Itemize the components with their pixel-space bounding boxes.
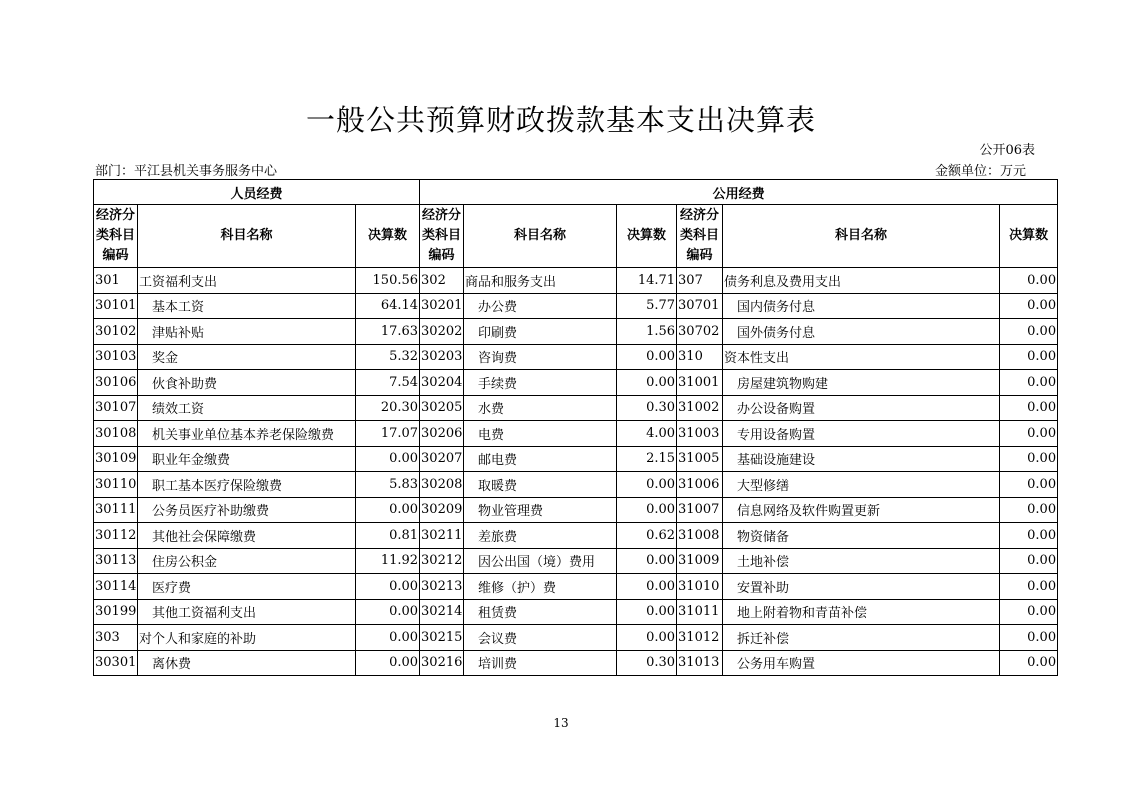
- amount-cell: 0.00: [1000, 599, 1058, 625]
- table-row: [94, 548, 1058, 574]
- code-cell: 30199: [94, 599, 138, 625]
- name-cell: 差旅费: [464, 523, 617, 549]
- amount-cell: 1.56: [617, 319, 677, 345]
- code-cell: 30209: [420, 497, 464, 523]
- name-cell: 安置补助: [723, 574, 1000, 600]
- amount-cell: 0.00: [356, 650, 420, 676]
- name-cell: 印刷费: [464, 319, 617, 345]
- code-cell: 310: [677, 344, 723, 370]
- amount-cell: 0.00: [356, 574, 420, 600]
- code-cell: 30114: [94, 574, 138, 600]
- code-cell: 30106: [94, 370, 138, 396]
- name-cell: 物业管理费: [464, 497, 617, 523]
- amount-cell: 0.00: [1000, 523, 1058, 549]
- name-column-header: 科目名称: [464, 205, 617, 268]
- code-cell: 30110: [94, 472, 138, 498]
- amount-column-header: 决算数: [356, 205, 420, 268]
- amount-cell: 0.00: [617, 599, 677, 625]
- code-cell: 30103: [94, 344, 138, 370]
- name-cell: 信息网络及软件购置更新: [723, 497, 1000, 523]
- amount-column-header: 决算数: [617, 205, 677, 268]
- name-cell: 工资福利支出: [138, 268, 356, 294]
- name-cell: 办公费: [464, 293, 617, 319]
- code-cell: 30206: [420, 421, 464, 447]
- amount-cell: 0.00: [1000, 548, 1058, 574]
- code-cell: 30702: [677, 319, 723, 345]
- amount-cell: 0.00: [1000, 446, 1058, 472]
- amount-cell: 0.00: [1000, 370, 1058, 396]
- code-cell: 30112: [94, 523, 138, 549]
- table-row: [94, 574, 1058, 600]
- name-cell: 职业年金缴费: [138, 446, 356, 472]
- name-cell: 医疗费: [138, 574, 356, 600]
- department-label: 部门：平江县机关事务服务中心: [95, 164, 278, 179]
- amount-cell: 20.30: [356, 395, 420, 421]
- code-cell: 30211: [420, 523, 464, 549]
- code-cell: 30108: [94, 421, 138, 447]
- amount-cell: 0.00: [356, 625, 420, 651]
- name-cell: 其他工资福利支出: [138, 599, 356, 625]
- amount-cell: 0.00: [1000, 574, 1058, 600]
- amount-cell: 0.00: [1000, 497, 1058, 523]
- amount-cell: 0.30: [617, 650, 677, 676]
- code-cell: 30205: [420, 395, 464, 421]
- name-cell: 大型修缮: [723, 472, 1000, 498]
- amount-cell: 0.00: [1000, 625, 1058, 651]
- amount-cell: 0.00: [617, 625, 677, 651]
- code-cell: 30301: [94, 650, 138, 676]
- name-cell: 会议费: [464, 625, 617, 651]
- amount-cell: 0.00: [1000, 472, 1058, 498]
- amount-column-header: 决算数: [1000, 205, 1058, 268]
- name-cell: 电费: [464, 421, 617, 447]
- code-cell: 30109: [94, 446, 138, 472]
- name-column-header: 科目名称: [723, 205, 1000, 268]
- name-cell: 国外债务付息: [723, 319, 1000, 345]
- table-row: [94, 370, 1058, 396]
- code-cell: 30102: [94, 319, 138, 345]
- amount-cell: 0.00: [1000, 395, 1058, 421]
- code-cell: 307: [677, 268, 723, 294]
- amount-cell: 0.00: [617, 472, 677, 498]
- table-row: [94, 446, 1058, 472]
- table-row: [94, 497, 1058, 523]
- amount-cell: 0.00: [1000, 650, 1058, 676]
- name-cell: 离休费: [138, 650, 356, 676]
- amount-cell: 0.81: [356, 523, 420, 549]
- code-cell: 30215: [420, 625, 464, 651]
- name-cell: 租赁费: [464, 599, 617, 625]
- name-cell: 咨询费: [464, 344, 617, 370]
- code-column-header: 经济分类科目编码: [420, 205, 464, 268]
- name-cell: 住房公积金: [138, 548, 356, 574]
- name-cell: 其他社会保障缴费: [138, 523, 356, 549]
- amount-cell: 0.00: [617, 574, 677, 600]
- code-cell: 30216: [420, 650, 464, 676]
- code-cell: 31002: [677, 395, 723, 421]
- table-row: [94, 472, 1058, 498]
- name-cell: 伙食补助费: [138, 370, 356, 396]
- name-cell: 基础设施建设: [723, 446, 1000, 472]
- code-cell: 31010: [677, 574, 723, 600]
- code-cell: 30101: [94, 293, 138, 319]
- name-cell: 商品和服务支出: [464, 268, 617, 294]
- name-cell: 专用设备购置: [723, 421, 1000, 447]
- code-cell: 30701: [677, 293, 723, 319]
- name-cell: 维修（护）费: [464, 574, 617, 600]
- name-cell: 公务员医疗补助缴费: [138, 497, 356, 523]
- amount-cell: 0.00: [1000, 421, 1058, 447]
- code-cell: 30204: [420, 370, 464, 396]
- amount-cell: 150.56: [356, 268, 420, 294]
- amount-cell: 5.32: [356, 344, 420, 370]
- code-cell: 302: [420, 268, 464, 294]
- table-row: [94, 421, 1058, 447]
- code-column-header: 经济分类科目编码: [677, 205, 723, 268]
- name-cell: 绩效工资: [138, 395, 356, 421]
- name-cell: 房屋建筑物购建: [723, 370, 1000, 396]
- page-title: 一般公共预算财政拨款基本支出决算表: [305, 103, 816, 137]
- table-row: [94, 268, 1058, 294]
- amount-cell: 0.00: [617, 548, 677, 574]
- code-cell: 31011: [677, 599, 723, 625]
- amount-cell: 0.62: [617, 523, 677, 549]
- table-row: [94, 344, 1058, 370]
- code-cell: 30212: [420, 548, 464, 574]
- amount-cell: 0.00: [617, 497, 677, 523]
- name-cell: 基本工资: [138, 293, 356, 319]
- amount-cell: 7.54: [356, 370, 420, 396]
- table-row: [94, 395, 1058, 421]
- table-row: [94, 523, 1058, 549]
- amount-cell: 0.00: [356, 446, 420, 472]
- amount-cell: 0.00: [1000, 344, 1058, 370]
- code-cell: 30202: [420, 319, 464, 345]
- name-cell: 奖金: [138, 344, 356, 370]
- name-cell: 拆迁补偿: [723, 625, 1000, 651]
- amount-cell: 14.71: [617, 268, 677, 294]
- code-cell: 303: [94, 625, 138, 651]
- name-cell: 培训费: [464, 650, 617, 676]
- amount-cell: 11.92: [356, 548, 420, 574]
- amount-cell: 0.00: [1000, 268, 1058, 294]
- name-cell: 邮电费: [464, 446, 617, 472]
- name-cell: 办公设备购置: [723, 395, 1000, 421]
- personnel-group-header: 人员经费: [94, 180, 420, 205]
- code-column-header: 经济分类科目编码: [94, 205, 138, 268]
- amount-cell: 17.63: [356, 319, 420, 345]
- code-cell: 301: [94, 268, 138, 294]
- code-cell: 31008: [677, 523, 723, 549]
- amount-cell: 0.30: [617, 395, 677, 421]
- name-cell: 因公出国（境）费用: [464, 548, 617, 574]
- amount-unit-label: 金额单位：万元: [934, 164, 1026, 179]
- amount-cell: 0.00: [1000, 293, 1058, 319]
- name-cell: 机关事业单位基本养老保险缴费: [138, 421, 356, 447]
- code-cell: 30113: [94, 548, 138, 574]
- code-cell: 31007: [677, 497, 723, 523]
- code-cell: 31012: [677, 625, 723, 651]
- name-cell: 水费: [464, 395, 617, 421]
- name-column-header: 科目名称: [138, 205, 356, 268]
- name-cell: 土地补偿: [723, 548, 1000, 574]
- amount-cell: 0.00: [617, 370, 677, 396]
- name-cell: 资本性支出: [723, 344, 1000, 370]
- code-cell: 30208: [420, 472, 464, 498]
- code-cell: 31006: [677, 472, 723, 498]
- amount-cell: 64.14: [356, 293, 420, 319]
- code-cell: 31005: [677, 446, 723, 472]
- table-body: [94, 268, 1058, 676]
- table-row: [94, 625, 1058, 651]
- table-row: [94, 293, 1058, 319]
- amount-cell: 4.00: [617, 421, 677, 447]
- name-cell: 物资储备: [723, 523, 1000, 549]
- amount-cell: 5.83: [356, 472, 420, 498]
- code-cell: 31013: [677, 650, 723, 676]
- code-cell: 31001: [677, 370, 723, 396]
- name-cell: 职工基本医疗保险缴费: [138, 472, 356, 498]
- public-group-header: 公用经费: [420, 180, 1058, 205]
- name-cell: 公务用车购置: [723, 650, 1000, 676]
- expenditure-table: [93, 179, 1058, 676]
- name-cell: 对个人和家庭的补助: [138, 625, 356, 651]
- code-cell: 31009: [677, 548, 723, 574]
- amount-cell: 0.00: [356, 599, 420, 625]
- code-cell: 30207: [420, 446, 464, 472]
- form-number: 公开06表: [979, 143, 1035, 158]
- amount-cell: 0.00: [1000, 319, 1058, 345]
- amount-cell: 0.00: [356, 497, 420, 523]
- name-cell: 债务利息及费用支出: [723, 268, 1000, 294]
- name-cell: 国内债务付息: [723, 293, 1000, 319]
- code-cell: 30213: [420, 574, 464, 600]
- code-cell: 30111: [94, 497, 138, 523]
- code-cell: 30201: [420, 293, 464, 319]
- amount-cell: 0.00: [617, 344, 677, 370]
- name-cell: 津贴补贴: [138, 319, 356, 345]
- name-cell: 取暖费: [464, 472, 617, 498]
- table-row: [94, 599, 1058, 625]
- code-cell: 30107: [94, 395, 138, 421]
- amount-cell: 17.07: [356, 421, 420, 447]
- table-row: [94, 650, 1058, 676]
- amount-cell: 2.15: [617, 446, 677, 472]
- code-cell: 30203: [420, 344, 464, 370]
- name-cell: 手续费: [464, 370, 617, 396]
- code-cell: 30214: [420, 599, 464, 625]
- name-cell: 地上附着物和青苗补偿: [723, 599, 1000, 625]
- table-row: [94, 319, 1058, 345]
- page-number: 13: [553, 716, 569, 730]
- code-cell: 31003: [677, 421, 723, 447]
- amount-cell: 5.77: [617, 293, 677, 319]
